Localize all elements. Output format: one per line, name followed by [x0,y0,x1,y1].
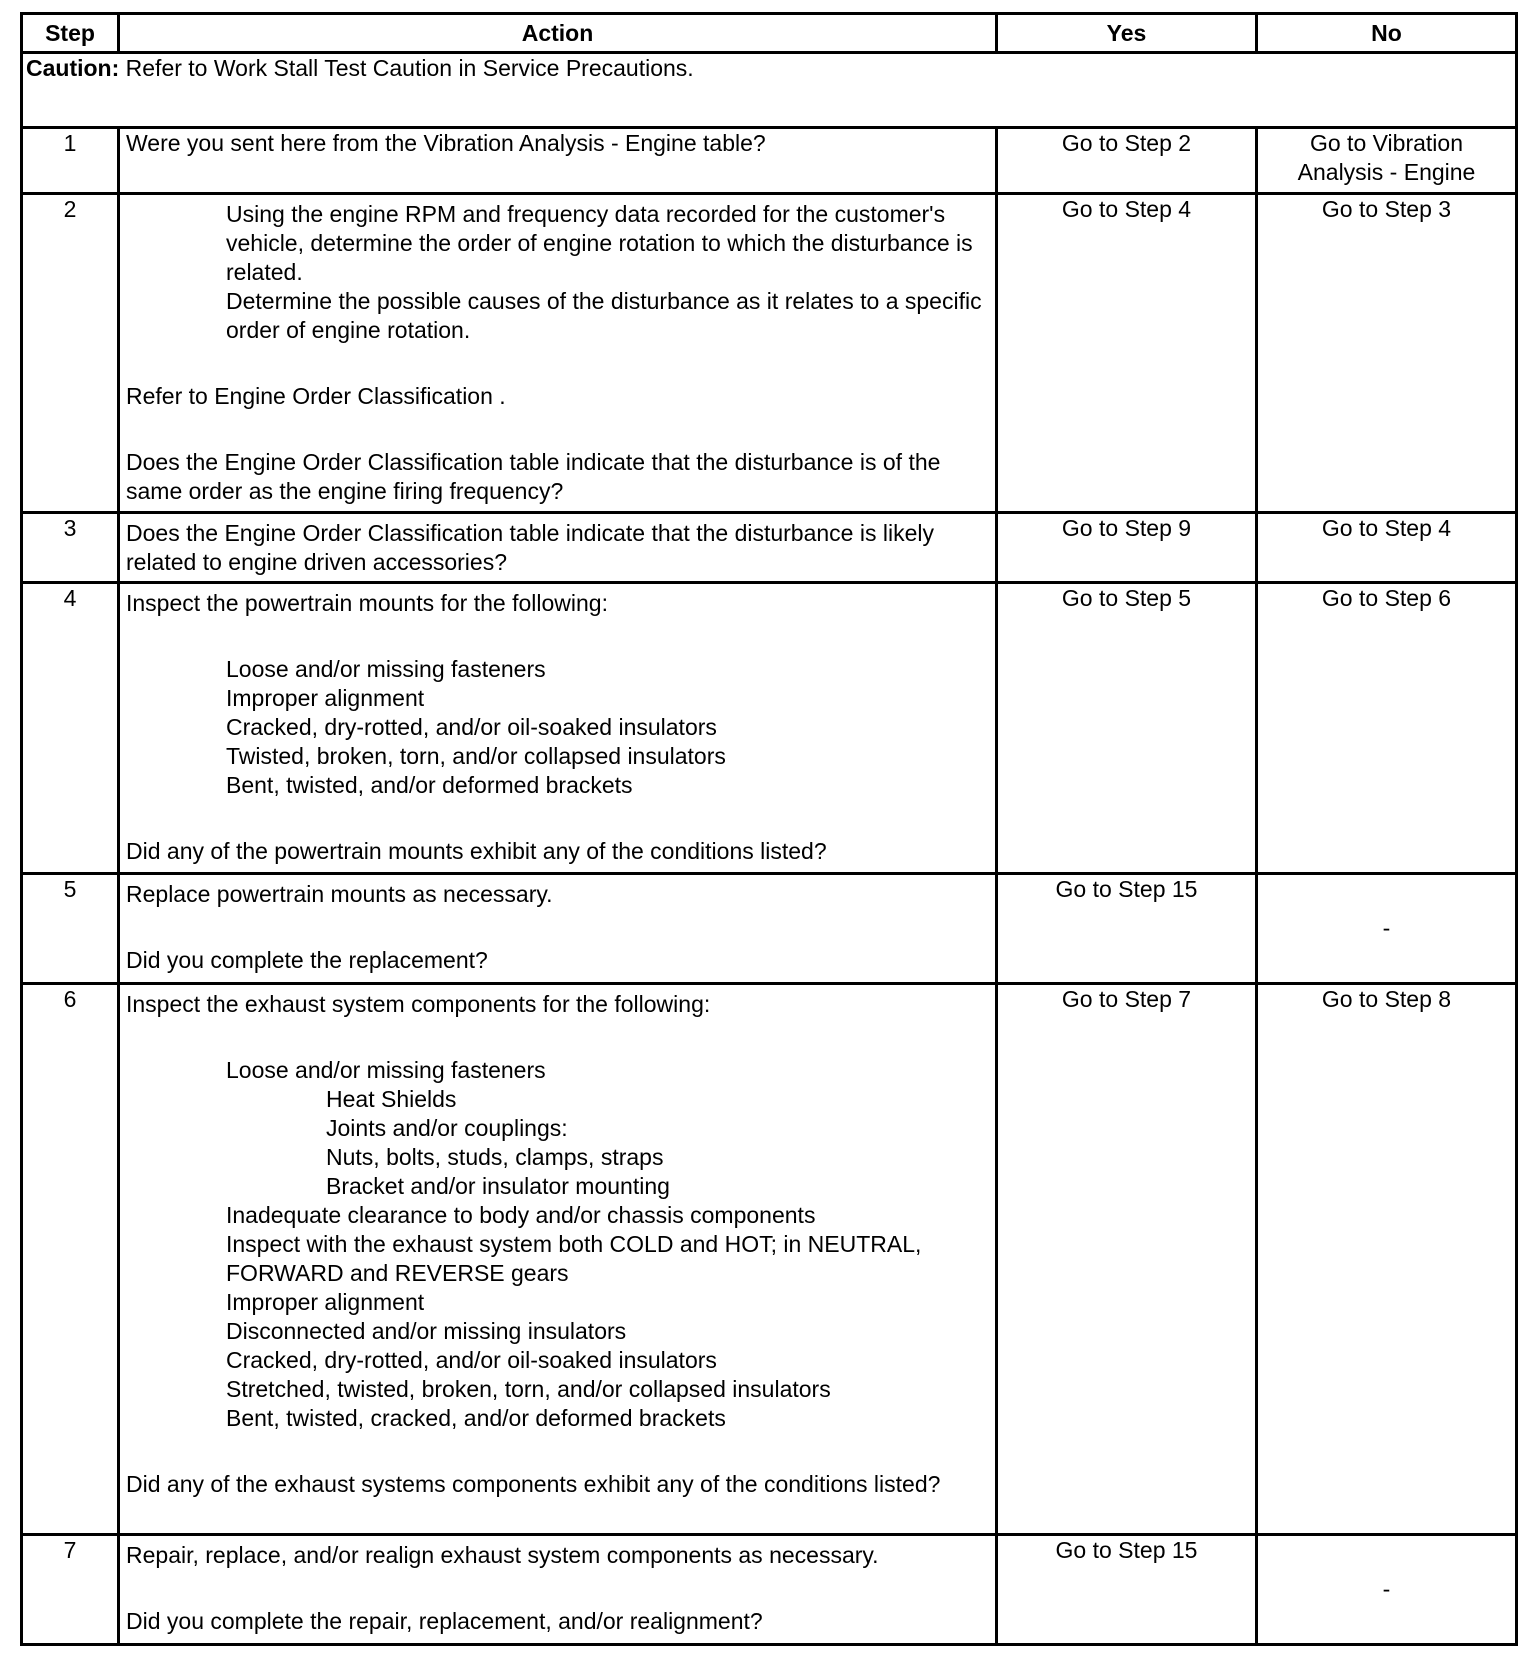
question-text: Did you complete the replacement? [126,947,488,973]
step-number: 6 [22,984,119,1535]
list-item: Bent, twisted, cracked, and/or deformed brackets [226,1405,726,1431]
list-item: Twisted, broken, torn, and/or collapsed insulators [226,743,726,769]
header-row [22,14,1517,53]
header-no: No [1257,14,1517,53]
sub-list-item: Nuts, bolts, studs, clamps, straps [326,1144,664,1170]
list-item: Bent, twisted, and/or deformed brackets [226,772,633,798]
yes-cell: Go to Step 7 [997,984,1257,1535]
step-number: 4 [22,583,119,874]
step-row-5 [22,874,1517,984]
yes-cell: Go to Step 9 [997,513,1257,583]
list-item: Inadequate clearance to body and/or chassis components [226,1202,816,1228]
action-cell [119,194,997,513]
diagnostic-table [20,12,1518,1646]
header-action: Action [119,14,997,53]
sub-list-item: Bracket and/or insulator mounting [326,1173,670,1199]
caution-cell [22,53,1517,128]
action-cell [119,874,997,984]
question-text: Were you sent here from the Vibration Analysis - Engine table? [126,130,766,156]
no-cell [1257,128,1517,194]
step-number: 2 [22,194,119,513]
instruction-text: Replace powertrain mounts as necessary. [126,881,553,907]
no-cell: - [1257,874,1517,984]
header-step: Step [22,14,119,53]
list-item: Improper alignment [226,1289,425,1315]
step-row-4 [22,583,1517,874]
yes-cell: Go to Step 4 [997,194,1257,513]
refer-text: Refer to Engine Order Classification . [126,383,506,409]
caution-row [22,53,1517,128]
action-cell [119,1535,997,1645]
list-item: Loose and/or missing fasteners [226,656,546,682]
instruction-text: Repair, replace, and/or realign exhaust system components as necessary. [126,1542,879,1568]
no-cell: Go to Step 8 [1257,984,1517,1535]
question-text: Does the Engine Order Classification table indicate that the disturbance is likely related to engine driven accessories? [126,520,934,575]
caution-text: Refer to Work Stall Test Caution in Service Precautions. [119,55,694,81]
step-number: 5 [22,874,119,984]
list-item: Cracked, dry-rotted, and/or oil-soaked insulators [226,714,717,740]
list-item: Improper alignment [226,685,425,711]
no-text-line-1: Go to Vibration [1309,130,1463,156]
list-item: Loose and/or missing fasteners [226,1057,546,1083]
yes-cell: Go to Step 5 [997,583,1257,874]
intro-text: Inspect the exhaust system components for the following: [126,991,711,1017]
yes-cell: Go to Step 15 [997,1535,1257,1645]
yes-cell: Go to Step 2 [997,128,1257,194]
step-row-3 [22,513,1517,583]
step-number: 7 [22,1535,119,1645]
no-cell: Go to Step 3 [1257,194,1517,513]
bullet-item: Using the engine RPM and frequency data recorded for the customer's vehicle, determine the order of engine rotation to which the disturbance is related. [226,201,973,285]
sub-list-item: Heat Shields [326,1086,457,1112]
question-text: Did any of the powertrain mounts exhibit any of the conditions listed? [126,838,827,864]
step-number: 1 [22,128,119,194]
intro-text: Inspect the powertrain mounts for the following: [126,590,608,616]
header-yes: Yes [997,14,1257,53]
list-item: Stretched, twisted, broken, torn, and/or collapsed insulators [226,1376,831,1402]
no-cell: Go to Step 6 [1257,583,1517,874]
no-text-line-2: Analysis - Engine [1297,159,1476,185]
list-item: Disconnected and/or missing insulators [226,1318,627,1344]
step-row-6 [22,984,1517,1535]
question-text: Did any of the exhaust systems components exhibit any of the conditions listed? [126,1471,941,1497]
question-text: Did you complete the repair, replacement, and/or realignment? [126,1608,763,1634]
action-cell [119,128,997,194]
sub-list-item: Joints and/or couplings: [326,1115,568,1141]
caution-label: Caution: [26,55,120,81]
no-cell: - [1257,1535,1517,1645]
action-cell [119,513,997,583]
bullet-item: Determine the possible causes of the disturbance as it relates to a specific order of engine rotation. [226,288,982,343]
step-number: 3 [22,513,119,583]
step-row-2 [22,194,1517,513]
action-cell [119,984,997,1535]
step-row-7 [22,1535,1517,1645]
question-text: Does the Engine Order Classification table indicate that the disturbance is of the same order as the engine firing frequency? [126,449,941,504]
list-item: Inspect with the exhaust system both COLD and HOT; in NEUTRAL, FORWARD and REVERSE gears [226,1231,922,1286]
step-row-1 [22,128,1517,194]
no-cell: Go to Step 4 [1257,513,1517,583]
yes-cell: Go to Step 15 [997,874,1257,984]
action-cell [119,583,997,874]
list-item: Cracked, dry-rotted, and/or oil-soaked insulators [226,1347,717,1373]
